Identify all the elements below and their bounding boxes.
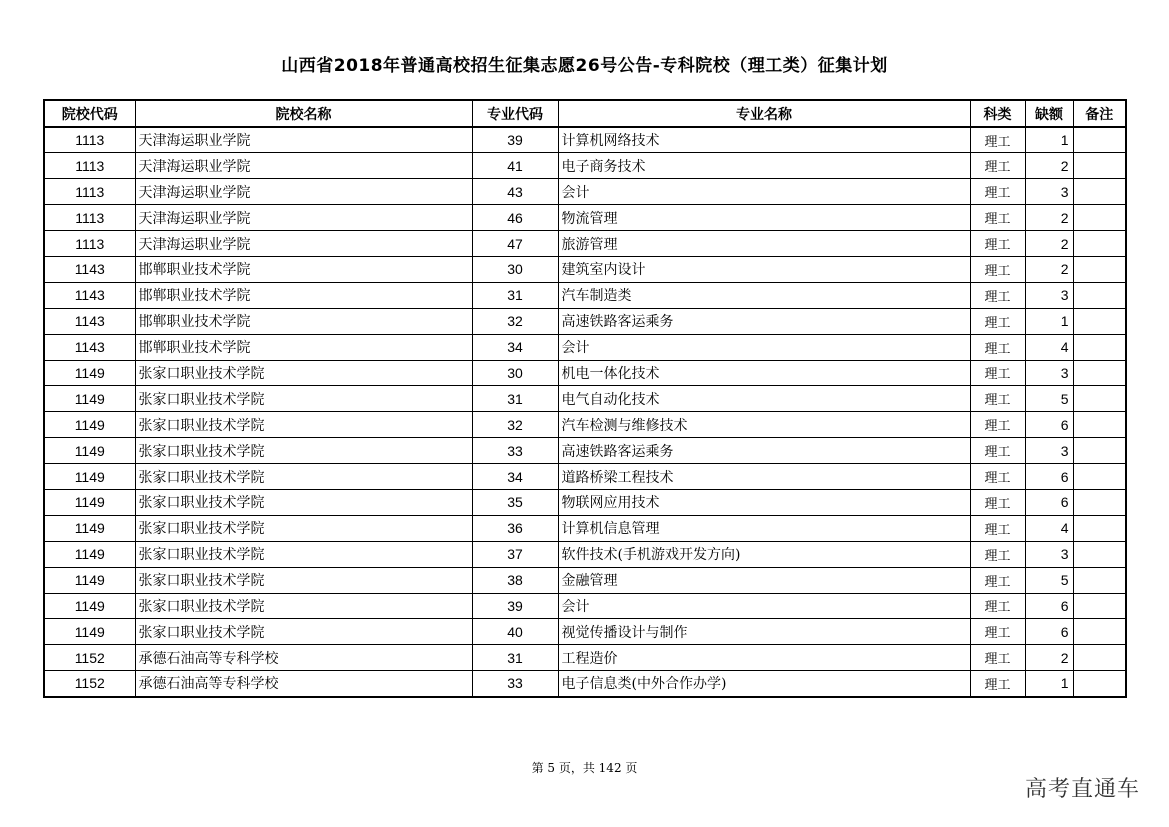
table-row: [44, 334, 1126, 360]
table-header-row: [44, 100, 1126, 127]
cell-vacancy: 2: [1025, 645, 1073, 671]
cell-major-code: 30: [472, 360, 558, 386]
enrollment-table: [43, 99, 1127, 698]
cell-vacancy: 6: [1025, 464, 1073, 490]
table-row: [44, 671, 1126, 697]
cell-major-code: 39: [472, 127, 558, 153]
table-row: [44, 231, 1126, 257]
cell-major-name: 会计: [558, 593, 970, 619]
cell-vacancy: 3: [1025, 179, 1073, 205]
cell-major-code: 32: [472, 412, 558, 438]
cell-major-code: 37: [472, 541, 558, 567]
cell-remark: [1073, 464, 1126, 490]
cell-remark: [1073, 541, 1126, 567]
cell-category: 理工: [970, 127, 1025, 153]
cell-remark: [1073, 438, 1126, 464]
cell-school-code: 1149: [44, 515, 135, 541]
cell-category: 理工: [970, 412, 1025, 438]
cell-school-name: 张家口职业技术学院: [135, 438, 472, 464]
cell-major-code: 30: [472, 256, 558, 282]
cell-remark: [1073, 127, 1126, 153]
cell-school-code: 1149: [44, 360, 135, 386]
cell-major-code: 36: [472, 515, 558, 541]
cell-school-name: 张家口职业技术学院: [135, 567, 472, 593]
cell-category: 理工: [970, 464, 1025, 490]
cell-major-code: 43: [472, 179, 558, 205]
cell-remark: [1073, 515, 1126, 541]
cell-remark: [1073, 308, 1126, 334]
table-body: [44, 127, 1126, 697]
cell-major-code: 34: [472, 334, 558, 360]
cell-major-name: 汽车检测与维修技术: [558, 412, 970, 438]
cell-school-code: 1113: [44, 127, 135, 153]
cell-school-name: 张家口职业技术学院: [135, 541, 472, 567]
header-major-code: 专业代码: [472, 100, 558, 127]
cell-remark: [1073, 671, 1126, 697]
table-row: [44, 127, 1126, 153]
cell-major-name: 物联网应用技术: [558, 489, 970, 515]
header-vacancy: 缺额: [1025, 100, 1073, 127]
cell-vacancy: 6: [1025, 412, 1073, 438]
header-remark: 备注: [1073, 100, 1126, 127]
cell-remark: [1073, 619, 1126, 645]
header-major-name: 专业名称: [558, 100, 970, 127]
cell-school-name: 张家口职业技术学院: [135, 515, 472, 541]
cell-school-name: 张家口职业技术学院: [135, 412, 472, 438]
cell-school-name: 张家口职业技术学院: [135, 489, 472, 515]
cell-major-name: 会计: [558, 334, 970, 360]
cell-vacancy: 5: [1025, 567, 1073, 593]
cell-major-name: 软件技术(手机游戏开发方向): [558, 541, 970, 567]
cell-major-code: 31: [472, 282, 558, 308]
cell-vacancy: 2: [1025, 231, 1073, 257]
cell-vacancy: 2: [1025, 153, 1073, 179]
cell-major-name: 道路桥梁工程技术: [558, 464, 970, 490]
header-category: 科类: [970, 100, 1025, 127]
cell-major-name: 视觉传播设计与制作: [558, 619, 970, 645]
cell-category: 理工: [970, 179, 1025, 205]
cell-remark: [1073, 334, 1126, 360]
cell-school-name: 天津海运职业学院: [135, 153, 472, 179]
cell-major-code: 31: [472, 645, 558, 671]
cell-school-code: 1149: [44, 464, 135, 490]
cell-category: 理工: [970, 153, 1025, 179]
cell-school-name: 天津海运职业学院: [135, 127, 472, 153]
cell-major-code: 39: [472, 593, 558, 619]
table-row: [44, 515, 1126, 541]
cell-school-code: 1143: [44, 334, 135, 360]
cell-school-name: 承德石油高等专科学校: [135, 645, 472, 671]
cell-vacancy: 3: [1025, 282, 1073, 308]
cell-remark: [1073, 282, 1126, 308]
cell-vacancy: 3: [1025, 360, 1073, 386]
cell-vacancy: 3: [1025, 541, 1073, 567]
cell-remark: [1073, 412, 1126, 438]
table-row: [44, 593, 1126, 619]
cell-vacancy: 2: [1025, 256, 1073, 282]
cell-school-code: 1149: [44, 593, 135, 619]
cell-remark: [1073, 645, 1126, 671]
table-row: [44, 308, 1126, 334]
cell-category: 理工: [970, 515, 1025, 541]
cell-major-name: 汽车制造类: [558, 282, 970, 308]
header-school-name: 院校名称: [135, 100, 472, 127]
cell-major-code: 35: [472, 489, 558, 515]
cell-category: 理工: [970, 671, 1025, 697]
page-footer: 第 5 页，共 142 页: [531, 761, 638, 775]
table-row: [44, 438, 1126, 464]
cell-major-name: 电子商务技术: [558, 153, 970, 179]
cell-remark: [1073, 231, 1126, 257]
cell-school-code: 1149: [44, 619, 135, 645]
table-row: [44, 153, 1126, 179]
cell-remark: [1073, 360, 1126, 386]
cell-category: 理工: [970, 308, 1025, 334]
table-row: [44, 489, 1126, 515]
table-row: [44, 282, 1126, 308]
cell-vacancy: 6: [1025, 619, 1073, 645]
cell-school-name: 张家口职业技术学院: [135, 619, 472, 645]
cell-remark: [1073, 593, 1126, 619]
cell-school-name: 邯郸职业技术学院: [135, 334, 472, 360]
cell-major-name: 高速铁路客运乘务: [558, 308, 970, 334]
cell-major-code: 40: [472, 619, 558, 645]
table-row: [44, 645, 1126, 671]
cell-category: 理工: [970, 334, 1025, 360]
cell-vacancy: 5: [1025, 386, 1073, 412]
cell-major-name: 电子信息类(中外合作办学): [558, 671, 970, 697]
cell-category: 理工: [970, 205, 1025, 231]
table-row: [44, 412, 1126, 438]
cell-school-code: 1143: [44, 282, 135, 308]
cell-vacancy: 6: [1025, 593, 1073, 619]
table-row: [44, 360, 1126, 386]
cell-vacancy: 6: [1025, 489, 1073, 515]
cell-school-code: 1143: [44, 256, 135, 282]
cell-category: 理工: [970, 619, 1025, 645]
cell-vacancy: 1: [1025, 671, 1073, 697]
cell-category: 理工: [970, 567, 1025, 593]
cell-school-code: 1152: [44, 671, 135, 697]
cell-category: 理工: [970, 541, 1025, 567]
cell-school-code: 1113: [44, 153, 135, 179]
table-row: [44, 541, 1126, 567]
table-row: [44, 464, 1126, 490]
cell-category: 理工: [970, 386, 1025, 412]
cell-school-name: 承德石油高等专科学校: [135, 671, 472, 697]
cell-major-name: 金融管理: [558, 567, 970, 593]
cell-major-name: 机电一体化技术: [558, 360, 970, 386]
cell-category: 理工: [970, 593, 1025, 619]
cell-remark: [1073, 205, 1126, 231]
cell-major-name: 计算机信息管理: [558, 515, 970, 541]
cell-major-code: 47: [472, 231, 558, 257]
cell-school-name: 天津海运职业学院: [135, 179, 472, 205]
cell-school-name: 张家口职业技术学院: [135, 593, 472, 619]
cell-major-code: 31: [472, 386, 558, 412]
cell-vacancy: 1: [1025, 308, 1073, 334]
cell-school-code: 1149: [44, 412, 135, 438]
cell-category: 理工: [970, 282, 1025, 308]
cell-major-name: 工程造价: [558, 645, 970, 671]
cell-major-code: 34: [472, 464, 558, 490]
cell-school-name: 天津海运职业学院: [135, 205, 472, 231]
watermark-logo: 高考直通车: [1024, 777, 1140, 802]
cell-vacancy: 2: [1025, 205, 1073, 231]
table-row: [44, 256, 1126, 282]
cell-school-name: 张家口职业技术学院: [135, 386, 472, 412]
cell-school-name: 张家口职业技术学院: [135, 464, 472, 490]
cell-major-name: 建筑室内设计: [558, 256, 970, 282]
cell-major-name: 旅游管理: [558, 231, 970, 257]
cell-school-code: 1113: [44, 205, 135, 231]
cell-category: 理工: [970, 256, 1025, 282]
cell-category: 理工: [970, 360, 1025, 386]
table-row: [44, 179, 1126, 205]
table-row: [44, 619, 1126, 645]
cell-school-name: 邯郸职业技术学院: [135, 282, 472, 308]
cell-school-code: 1149: [44, 567, 135, 593]
cell-school-code: 1149: [44, 386, 135, 412]
cell-vacancy: 4: [1025, 515, 1073, 541]
table-row: [44, 205, 1126, 231]
cell-school-code: 1152: [44, 645, 135, 671]
cell-major-code: 38: [472, 567, 558, 593]
cell-school-code: 1149: [44, 438, 135, 464]
cell-school-code: 1143: [44, 308, 135, 334]
cell-remark: [1073, 567, 1126, 593]
cell-major-code: 46: [472, 205, 558, 231]
cell-major-code: 33: [472, 671, 558, 697]
cell-major-name: 物流管理: [558, 205, 970, 231]
cell-major-name: 电气自动化技术: [558, 386, 970, 412]
cell-vacancy: 1: [1025, 127, 1073, 153]
cell-major-name: 计算机网络技术: [558, 127, 970, 153]
cell-category: 理工: [970, 231, 1025, 257]
table-row: [44, 386, 1126, 412]
cell-school-name: 邯郸职业技术学院: [135, 308, 472, 334]
cell-remark: [1073, 179, 1126, 205]
cell-school-code: 1149: [44, 541, 135, 567]
cell-school-name: 张家口职业技术学院: [135, 360, 472, 386]
cell-major-code: 33: [472, 438, 558, 464]
cell-vacancy: 4: [1025, 334, 1073, 360]
cell-category: 理工: [970, 645, 1025, 671]
cell-school-code: 1113: [44, 179, 135, 205]
cell-remark: [1073, 489, 1126, 515]
cell-major-name: 会计: [558, 179, 970, 205]
cell-vacancy: 3: [1025, 438, 1073, 464]
cell-school-name: 天津海运职业学院: [135, 231, 472, 257]
cell-major-name: 高速铁路客运乘务: [558, 438, 970, 464]
cell-school-code: 1113: [44, 231, 135, 257]
cell-remark: [1073, 153, 1126, 179]
cell-category: 理工: [970, 489, 1025, 515]
cell-school-name: 邯郸职业技术学院: [135, 256, 472, 282]
cell-remark: [1073, 386, 1126, 412]
cell-major-code: 41: [472, 153, 558, 179]
cell-category: 理工: [970, 438, 1025, 464]
cell-remark: [1073, 256, 1126, 282]
table-row: [44, 567, 1126, 593]
page-title: 山西省2018年普通高校招生征集志愿26号公告-专科院校（理工类）征集计划: [281, 56, 888, 76]
cell-major-code: 32: [472, 308, 558, 334]
header-school-code: 院校代码: [44, 100, 135, 127]
cell-school-code: 1149: [44, 489, 135, 515]
